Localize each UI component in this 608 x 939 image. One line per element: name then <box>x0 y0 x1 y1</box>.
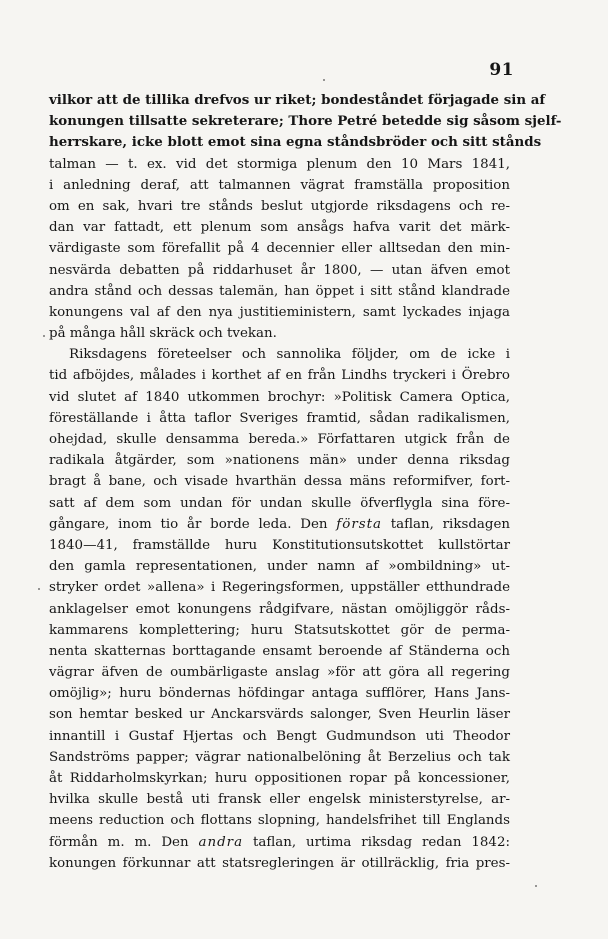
text-line: förmån m. m. Den andra taflan, urtima riksdag redan 1842: <box>49 834 510 850</box>
text-line: innantill i Gustaf Hjertas och Bengt Gudmundson uti Theodor <box>49 728 510 744</box>
text-line: son hemtar besked ur Anckarsvärds salonger, Sven Heurlin läser <box>49 707 510 723</box>
text-line: om en sak, hvari tre stånds beslut utgjorde riksdagens och re- <box>49 198 510 214</box>
text-line: satt af dem som undan för undan skulle öfverflygla sina före- <box>49 495 510 511</box>
text-line: vid slutet af 1840 utkommen brochyr: »Politisk Camera Optica, <box>49 389 510 405</box>
text-line: 1840—41, framställde huru Konstitutionsutskottet kullstörtar <box>49 537 510 553</box>
text-line: vilkor att de tillika drefvos ur riket; bondeståndet förjagade sin af <box>49 92 546 108</box>
text-line: gångare, inom tio år borde leda. Den första taflan, riksdagen <box>49 516 510 532</box>
text-line: konungen förkunnar att statsregleringen är otillräcklig, fria pres- <box>49 855 510 871</box>
text-line: hvilka skulle bestå uti fransk eller engelsk ministerstyrelse, ar- <box>49 792 510 808</box>
text-line: talman — t. ex. vid det stormiga plenum den 10 Mars 1841, <box>49 156 510 172</box>
text-line: omöjlig»; huru böndernas höfdingar antaga sufflörer, Hans Jans- <box>49 686 510 702</box>
text-line: bragt å bane, och visade hvarthän dessa mäns reformifver, fort- <box>49 474 510 490</box>
text-line: stryker ordet »allena» i Regeringsformen, uppställer etthundrade <box>49 580 510 596</box>
text-line: radikala åtgärder, som »nationens män» under denna riksdag <box>49 453 510 469</box>
paper-speck <box>535 885 537 887</box>
text-line: ohejdad, skulle densamma bereda.» Författaren utgick från de <box>49 432 510 447</box>
emphasized-word: första <box>336 516 382 532</box>
text-line: nenta skatternas borttagande ensamt beroende af Ständerna och <box>49 643 510 659</box>
paper-speck <box>323 79 325 81</box>
text-line: anklagelser emot konungens rådgifvare, nästan omöjliggör råds- <box>49 601 510 617</box>
text-line: den gamla representationen, under namn af »ombildning» ut- <box>49 559 510 575</box>
text-line: tid afböjdes, målades i korthet af en från Lindhs tryckeri i Örebro <box>49 368 510 384</box>
text-line: värdigaste som förefallit på 4 decennier eller alltsedan den min- <box>49 241 510 257</box>
text-line: dan var fattadt, ett plenum som ansågs hafva varit det märk- <box>49 220 510 236</box>
body-text <box>49 90 562 874</box>
text-line: vägrar äfven de oumbärligaste anslag »för att göra all regering <box>49 665 510 681</box>
text-line: kammarens komplettering; huru Statsutskottet gör de perma- <box>49 622 510 638</box>
text-line: på många håll skräck och tvekan. <box>49 326 277 342</box>
text-line: meens reduction och flottans slopning, handelsfrihet till Englands <box>49 813 510 829</box>
text-line: Sandströms papper; vägrar nationalbelöning åt Berzelius och tak <box>49 749 510 765</box>
text-line: Riksdagens företeelser och sannolika följder, om de icke i <box>69 347 510 363</box>
text-line: föreställande i åtta taflor Sveriges framtid, sådan radikalismen, <box>49 410 510 426</box>
emphasized-word: andra <box>198 834 244 850</box>
text-line: herrskare, icke blott emot sina egna ståndsbröder och sitt stånds <box>49 134 542 151</box>
text-line: konungen tillsatte sekreterare; Thore Petré betedde sig såsom sjelf- <box>49 113 562 130</box>
paper-speck <box>43 335 45 337</box>
page-number: 91 <box>489 60 514 80</box>
text-line: nesvärda debatten på riddarhuset år 1800, — utan äfven emot <box>49 262 510 278</box>
paper-speck <box>38 588 40 590</box>
text-line: i anledning deraf, att talmannen vägrat framställa proposition <box>49 177 510 193</box>
text-line: åt Riddarholmskyrkan; huru oppositionen ropar på koncessioner, <box>49 771 510 786</box>
text-line: andra stånd och dessas talemän, han öppet i sitt stånd klandrade <box>49 283 510 299</box>
text-line: konungens val af den nya justitieministern, samt lyckades injaga <box>49 304 510 320</box>
